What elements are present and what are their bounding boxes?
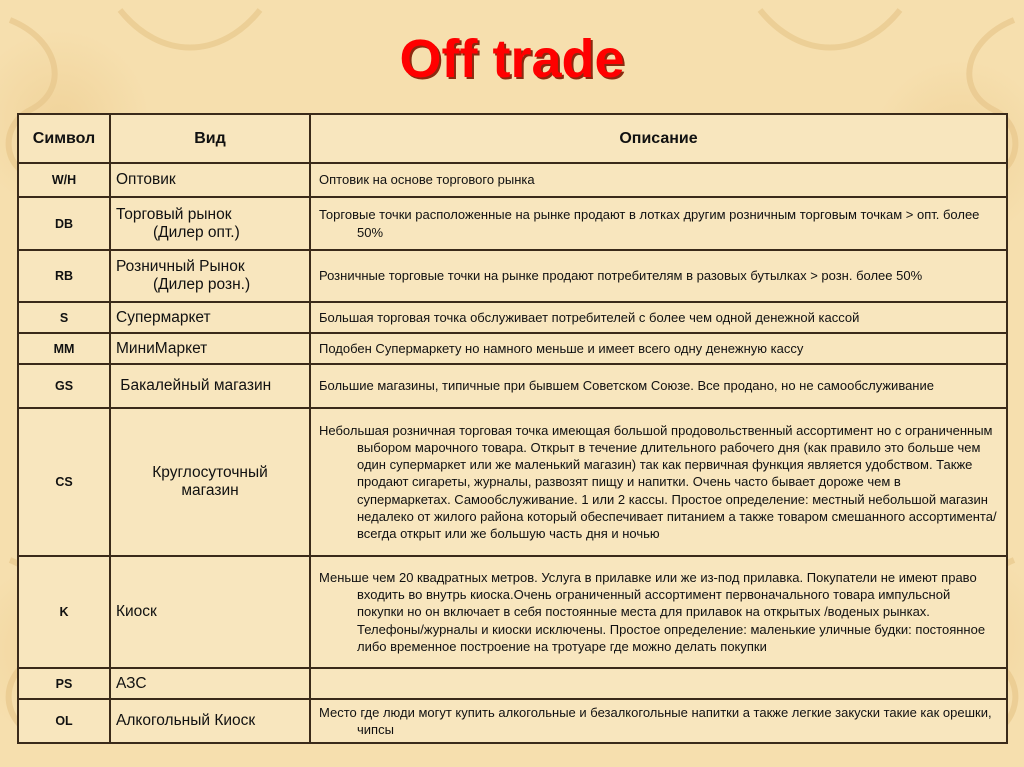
row-symbol: PS xyxy=(18,668,110,699)
row-symbol: OL xyxy=(18,699,110,743)
row-symbol: W/H xyxy=(18,163,110,197)
table-row xyxy=(18,250,1007,302)
table-row xyxy=(18,408,1007,556)
row-kind xyxy=(110,364,310,408)
row-description xyxy=(310,250,1007,302)
row-description-text: Большие магазины, типичные при бывшем Советском Союзе. Все продано, но не самообслуживание xyxy=(319,378,934,394)
row-symbol: GS xyxy=(18,364,110,408)
slide-title: Off trade xyxy=(399,29,625,89)
table-row xyxy=(18,197,1007,250)
row-kind-line: Круглосуточный xyxy=(152,464,268,481)
row-kind-line: (Дилер опт.) xyxy=(153,223,240,241)
table-row xyxy=(18,333,1007,364)
row-kind xyxy=(110,250,310,302)
row-symbol: MM xyxy=(18,333,110,364)
table-row xyxy=(18,302,1007,333)
row-kind xyxy=(110,302,310,333)
row-description-text: Торговые точки расположенные на рынке продают в лотках другим розничным торговым точкам > опт. более 50% xyxy=(319,207,980,240)
row-symbol: K xyxy=(18,556,110,668)
row-description xyxy=(310,364,1007,408)
row-symbol: DB xyxy=(18,197,110,250)
row-description-text: Розничные торговые точки на рынке продают потребителям в разовых бутылках > розн. более 50% xyxy=(319,268,923,284)
row-kind-line: Розничный Рынок xyxy=(116,258,245,275)
row-kind-line: Оптовик xyxy=(116,171,176,188)
row-description xyxy=(310,699,1007,743)
row-description-text: Небольшая розничная торговая точка имеющая большой продовольственный ассортимент но с ограниченным выбором марочного товара. Открыт в течение длительного рабочего дня (как правило это больше чем один супермаркет или же маленький магазин) так как первичная функция является удобством. Также продают сигареты, журналы, развозят пищу и напитки. Очень часто бывает дороже чем в супермаркетах. Самообслуживание. 1 или 2 кассы. Простое определение: местный небольшой магазин недалеко от жилого района который обеспечивает питанием а также товаром смешанного ассортимента/всегда открыт или же большую часть дня и ночью xyxy=(319,422,997,542)
table-row xyxy=(18,556,1007,668)
row-kind xyxy=(110,197,310,250)
row-description xyxy=(310,302,1007,333)
row-symbol: CS xyxy=(18,408,110,556)
row-description-text: Меньше чем 20 квадратных метров. Услуга в прилавке или же из-под прилавка. Покупатели не имеют право входить во внутрь киоска.Очень ограниченный ассортимент первоначального товара импульсной покупки но он включает в себя постоянные места для прилавок на открытых /воденых рынках. Телефоны/журналы и киоски исключены. Простое определение: маленькие уличные будки: постоянное либо временное построение на тротуаре где можно делать покупки xyxy=(319,569,986,654)
row-kind-line: магазин xyxy=(181,482,239,499)
row-description xyxy=(310,668,1007,699)
row-symbol: RB xyxy=(18,250,110,302)
header-kind: Вид xyxy=(110,114,310,163)
header-description: Описание xyxy=(310,114,1007,163)
row-kind xyxy=(110,668,310,699)
row-description-text: Оптовик на основе торгового рынка xyxy=(319,172,535,188)
table-row xyxy=(18,364,1007,408)
table-header-row xyxy=(18,114,1007,163)
row-description xyxy=(310,408,1007,556)
table-row xyxy=(18,163,1007,197)
row-kind xyxy=(110,333,310,364)
row-description xyxy=(310,556,1007,668)
row-description-text: Место где люди могут купить алкогольные и безалкогольные напитки а также легкие закуски такие как орешки, чипсы xyxy=(319,704,992,737)
row-kind-line: МиниМаркет xyxy=(116,339,208,357)
row-kind-line: Киоск xyxy=(116,603,157,620)
row-kind-line: Бакалейный магазин xyxy=(116,377,272,394)
row-kind xyxy=(110,408,310,556)
table-row xyxy=(18,668,1007,699)
row-description xyxy=(310,333,1007,364)
row-description-text: Подобен Супермаркету но намного меньше и имеет всего одну денежную кассу xyxy=(319,340,804,356)
table-row xyxy=(18,699,1007,743)
row-kind xyxy=(110,163,310,197)
row-description xyxy=(310,197,1007,250)
row-symbol: S xyxy=(18,302,110,333)
header-symbol: Символ xyxy=(18,114,110,163)
row-kind xyxy=(110,699,310,743)
row-description-text: Большая торговая точка обслуживает потребителей с более чем одной денежной кассой xyxy=(319,309,860,325)
row-kind-line: Торговый рынок xyxy=(116,205,232,223)
row-kind-line: Супермаркет xyxy=(116,308,211,326)
row-kind-line: (Дилер розн.) xyxy=(153,276,251,293)
row-description xyxy=(310,163,1007,197)
row-kind-line: Алкогольный Киоск xyxy=(116,712,256,729)
off-trade-table xyxy=(17,113,1008,744)
row-kind xyxy=(110,556,310,668)
row-kind-line: АЗС xyxy=(116,674,147,692)
